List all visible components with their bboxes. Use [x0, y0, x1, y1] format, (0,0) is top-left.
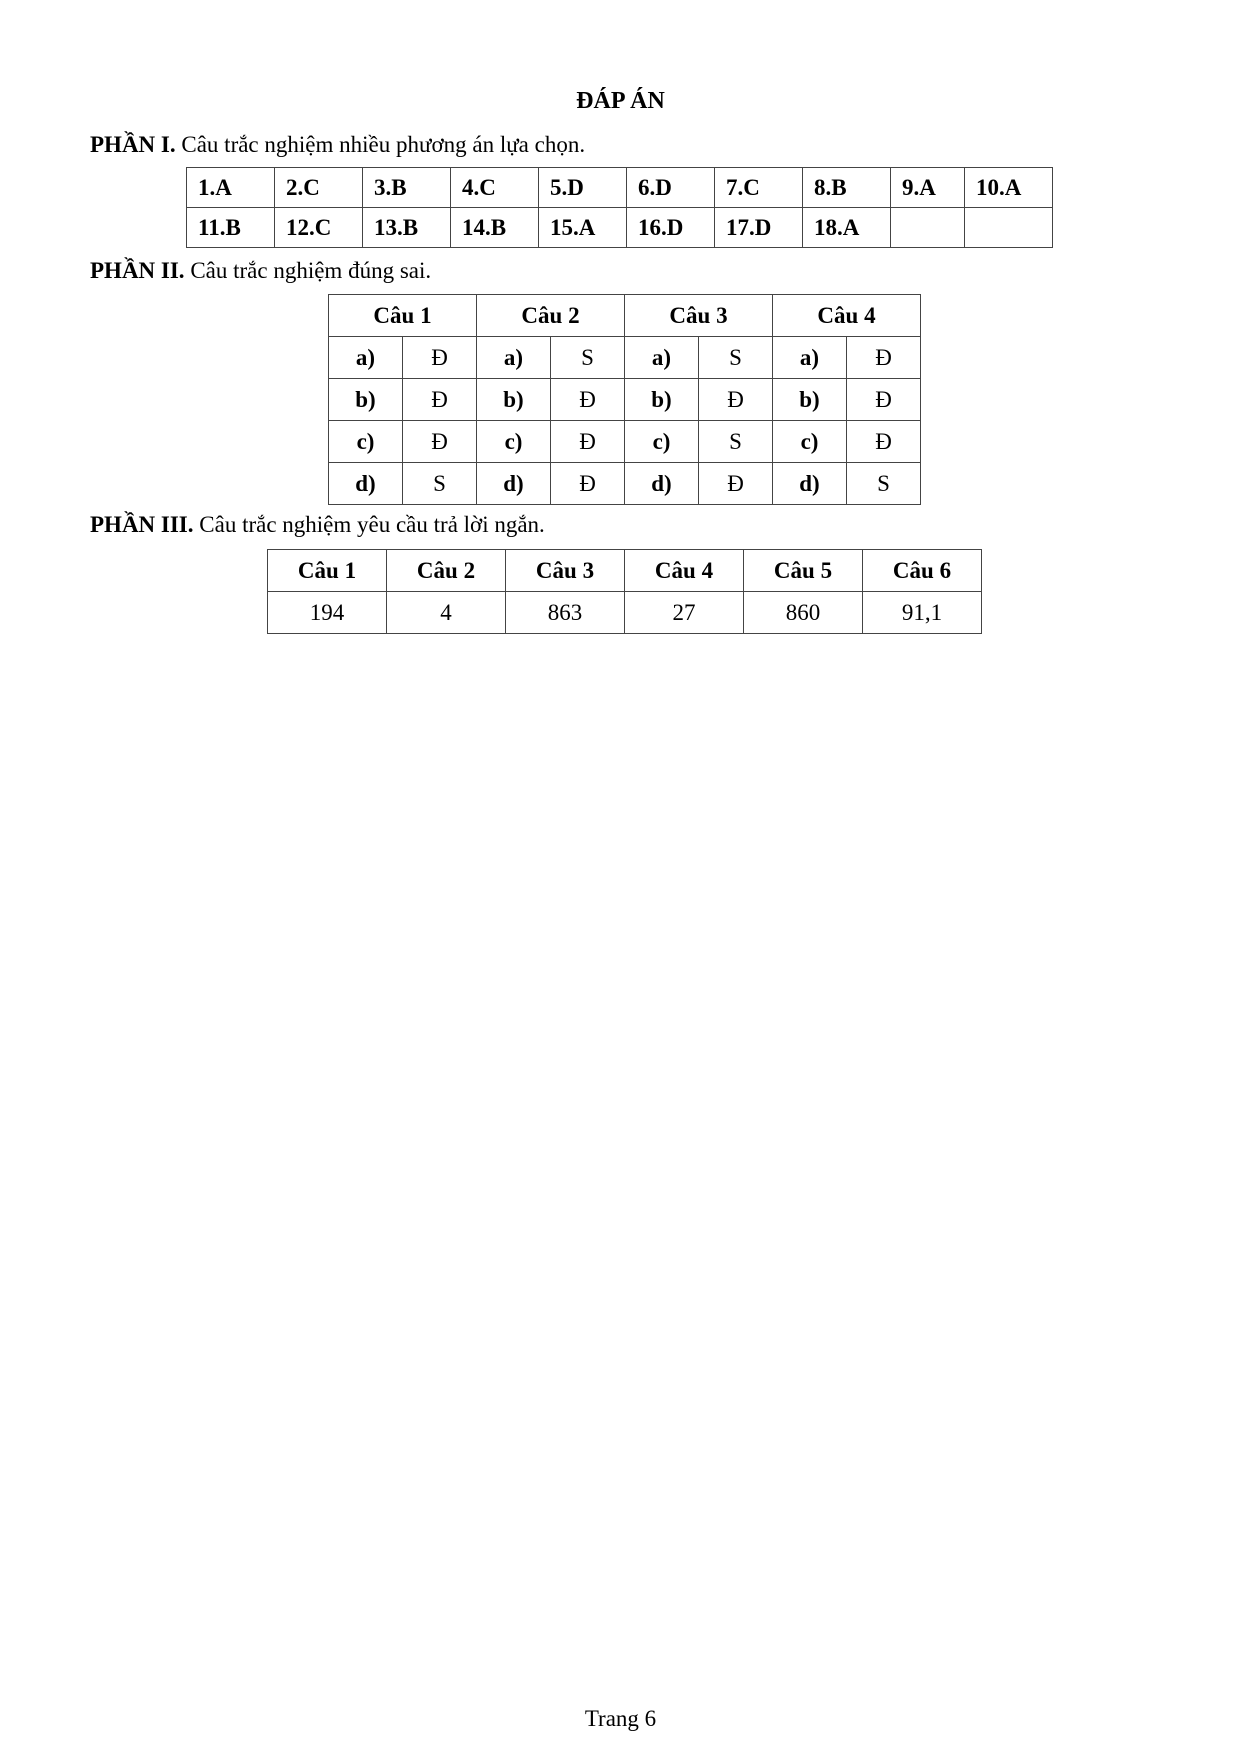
answer-cell: 4.C [451, 168, 539, 208]
statement-label: a) [773, 337, 847, 379]
answer-cell: 6.D [627, 168, 715, 208]
answer-cell: 2.C [275, 168, 363, 208]
answer-cell: Đ [403, 337, 477, 379]
column-header: Câu 1 [329, 295, 477, 337]
answer-cell: 10.A [965, 168, 1053, 208]
statement-label: d) [477, 463, 551, 505]
table-row [329, 379, 921, 421]
part3-heading [90, 512, 545, 538]
answer-cell: S [403, 463, 477, 505]
column-header: Câu 2 [387, 550, 506, 592]
answer-cell: 27 [625, 592, 744, 634]
answer-cell: 18.A [803, 208, 891, 248]
part3-text: Câu trắc nghiệm yêu cầu trả lời ngắn. [193, 512, 545, 537]
statement-label: b) [477, 379, 551, 421]
statement-label: a) [477, 337, 551, 379]
page-number: Trang 6 [584, 1706, 657, 1731]
statement-label: d) [773, 463, 847, 505]
statement-label: a) [329, 337, 403, 379]
answer-cell: 14.B [451, 208, 539, 248]
table-row [329, 337, 921, 379]
answer-cell: S [699, 421, 773, 463]
column-header: Câu 3 [625, 295, 773, 337]
answer-cell: 17.D [715, 208, 803, 248]
column-header: Câu 5 [744, 550, 863, 592]
answer-cell [891, 208, 965, 248]
table-row [268, 592, 982, 634]
answer-cell: 1.A [187, 168, 275, 208]
table-row [187, 168, 1053, 208]
column-header: Câu 4 [773, 295, 921, 337]
column-header: Câu 4 [625, 550, 744, 592]
statement-label: b) [773, 379, 847, 421]
statement-label: c) [625, 421, 699, 463]
answer-cell: Đ [699, 463, 773, 505]
answer-cell: 11.B [187, 208, 275, 248]
table-row [329, 421, 921, 463]
statement-label: c) [329, 421, 403, 463]
answer-cell: 5.D [539, 168, 627, 208]
answer-cell: 13.B [363, 208, 451, 248]
part1-text: Câu trắc nghiệm nhiều phương án lựa chọn. [175, 132, 586, 157]
answer-cell: Đ [551, 463, 625, 505]
answer-cell: 12.C [275, 208, 363, 248]
answer-cell: 4 [387, 592, 506, 634]
answer-cell: Đ [403, 421, 477, 463]
column-header: Câu 1 [268, 550, 387, 592]
table-row [187, 208, 1053, 248]
part2-heading [90, 258, 431, 284]
answer-cell: S [699, 337, 773, 379]
column-header: Câu 3 [506, 550, 625, 592]
answer-cell: S [551, 337, 625, 379]
answer-cell: Đ [847, 379, 921, 421]
answer-cell: Đ [847, 421, 921, 463]
statement-label: c) [477, 421, 551, 463]
part1-label: PHẦN I. [90, 132, 176, 157]
answer-cell: 9.A [891, 168, 965, 208]
answer-cell: 15.A [539, 208, 627, 248]
answer-cell [965, 208, 1053, 248]
column-header: Câu 2 [477, 295, 625, 337]
statement-label: c) [773, 421, 847, 463]
answer-cell: 16.D [627, 208, 715, 248]
column-header: Câu 6 [863, 550, 982, 592]
answer-cell: 91,1 [863, 592, 982, 634]
statement-label: a) [625, 337, 699, 379]
part1-answer-table [186, 167, 1053, 248]
answer-cell: S [847, 463, 921, 505]
answer-cell: 860 [744, 592, 863, 634]
answer-cell: 7.C [715, 168, 803, 208]
answer-cell: 8.B [803, 168, 891, 208]
part2-answer-table [328, 294, 921, 505]
answer-cell: Đ [699, 379, 773, 421]
answer-cell: Đ [403, 379, 477, 421]
table-header-row [268, 550, 982, 592]
page-title: ĐÁP ÁN [576, 88, 665, 114]
answer-cell: 3.B [363, 168, 451, 208]
statement-label: d) [625, 463, 699, 505]
answer-cell: 194 [268, 592, 387, 634]
answer-cell: Đ [847, 337, 921, 379]
statement-label: b) [329, 379, 403, 421]
statement-label: b) [625, 379, 699, 421]
part3-answer-table [267, 549, 982, 634]
table-header-row [329, 295, 921, 337]
table-row [329, 463, 921, 505]
answer-cell: 863 [506, 592, 625, 634]
answer-cell: Đ [551, 421, 625, 463]
statement-label: d) [329, 463, 403, 505]
part1-heading [90, 132, 585, 158]
part3-label: PHẦN III. [90, 512, 194, 537]
part2-text: Câu trắc nghiệm đúng sai. [184, 258, 432, 283]
answer-cell: Đ [551, 379, 625, 421]
part2-label: PHẦN II. [90, 258, 185, 283]
